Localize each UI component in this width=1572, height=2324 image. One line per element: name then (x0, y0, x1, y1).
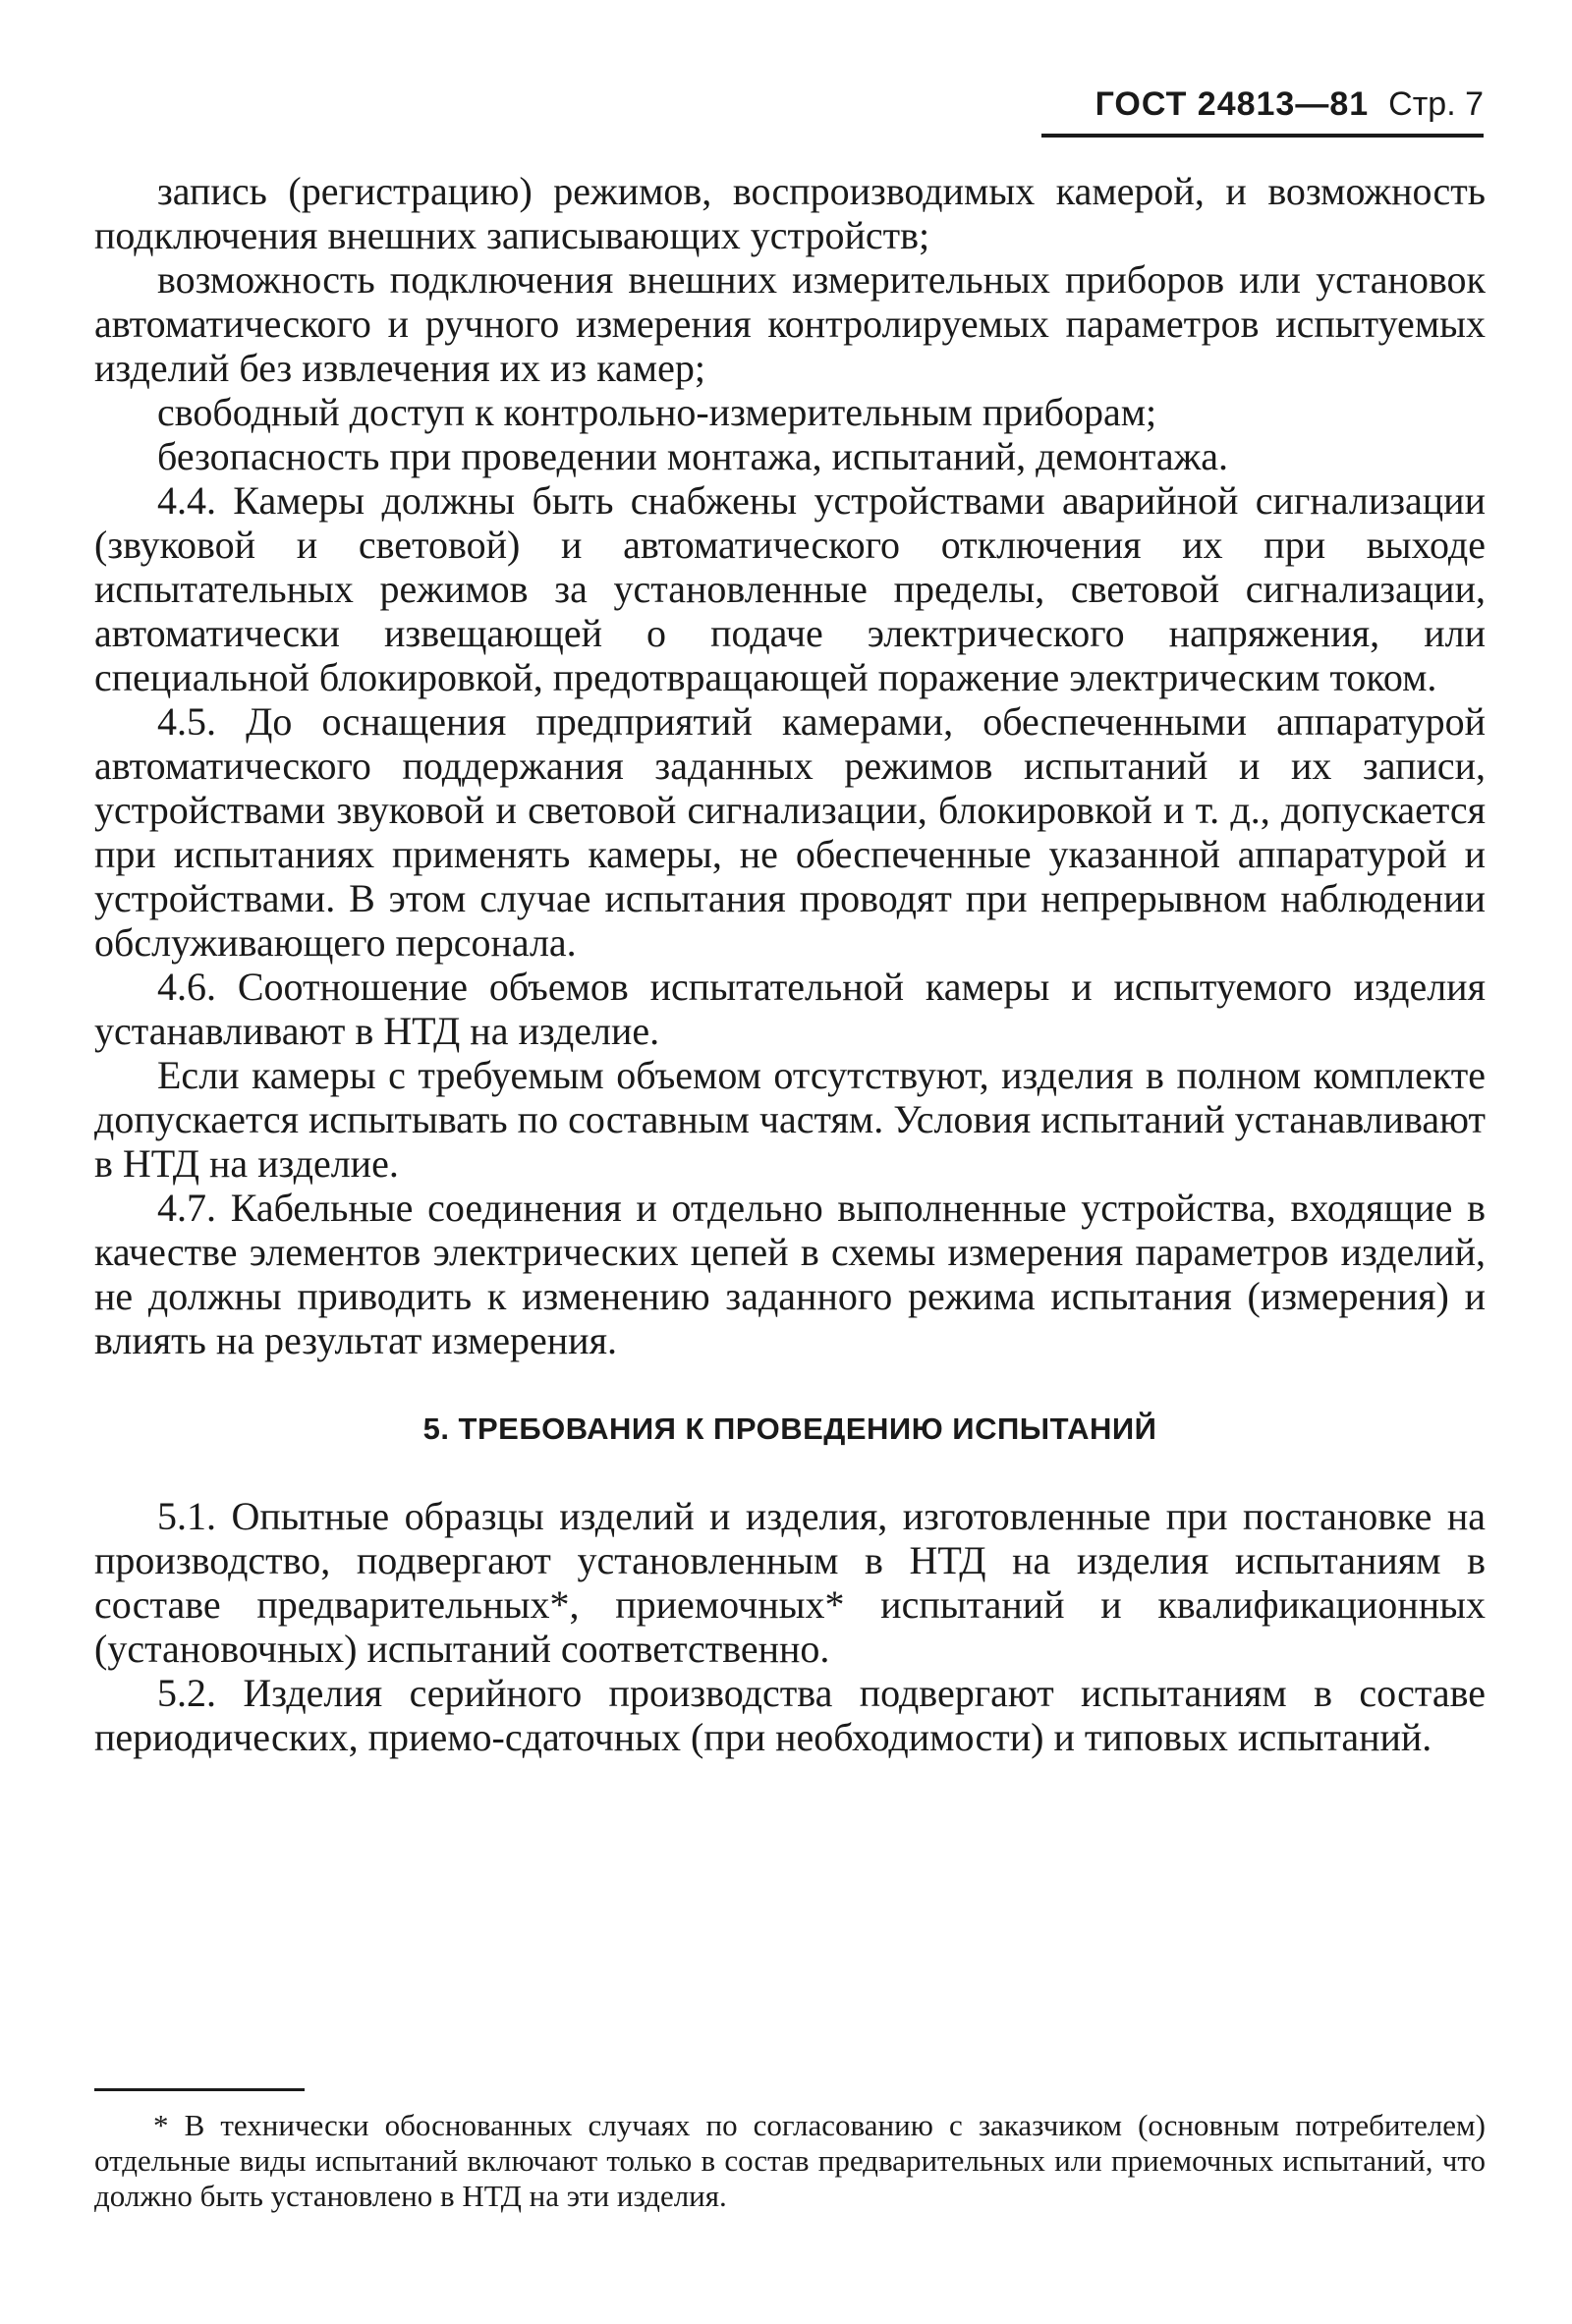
paragraph-5-2: 5.2. Изделия серийного производства подвергают испытаниям в составе периодических, приемо-сдаточных (при необходимости) и типовых испытаний. (94, 1671, 1486, 1759)
section-heading: 5. ТРЕБОВАНИЯ К ПРОВЕДЕНИЮ ИСПЫТАНИЙ (422, 1411, 1157, 1446)
page-number: Стр. 7 (1388, 85, 1484, 123)
paragraph-4-4: 4.4. Камеры должны быть снабжены устройствами аварийной сигнализации (звуковой и световой) и автоматического отключения их при выходе испытательных режимов за установленные пределы, световой сигнализации, автоматически извещающей о подаче электрического напряжения, или специальной блокировкой, предотвращающей поражение электрическим током. (94, 478, 1486, 699)
footnote: * В технически обоснованных случаях по согласованию с заказчиком (основным потребителем) отдельные виды испытаний включают только в состав предварительных или приемочных испытаний, что должно быть установлено в НТД на эти изделия. (94, 2108, 1486, 2213)
page-header (1041, 83, 1484, 138)
paragraph: возможность подключения внешних измерительных приборов или установок автоматического и ручного измерения контролируемых параметров испытуемых изделий без извлечения их из камер; (94, 257, 1486, 390)
paragraph: свободный доступ к контрольно-измерительным приборам; (157, 390, 1157, 434)
paragraph-5-1: 5.1. Опытные образцы изделий и изделия, изготовленные при постановке на производство, подвергают установленным в НТД на изделия испытаниям в составе предварительных*, приемочных* испытаний и квалификационных (установочных) испытаний соответственно. (94, 1494, 1486, 1671)
paragraph: запись (регистрацию) режимов, воспроизводимых камерой, и возможность подключения внешних записывающих устройств; (94, 169, 1486, 257)
footnote-divider (94, 2088, 305, 2091)
standard-number: ГОСТ 24813—81 (1095, 85, 1370, 123)
paragraph-4-7: 4.7. Кабельные соединения и отдельно выполненные устройства, входящие в качестве элементов электрических цепей в схемы измерения параметров изделий, не должны приводить к изменению заданного режима испытания (измерения) и влиять на результат измерения. (94, 1186, 1486, 1362)
document-body (94, 169, 1486, 1759)
paragraph: Если камеры с требуемым объемом отсутствуют, изделия в полном комплекте допускается испытывать по составным частям. Условия испытаний устанавливают в НТД на изделие. (94, 1053, 1486, 1186)
paragraph: безопасность при проведении монтажа, испытаний, демонтажа. (157, 434, 1228, 478)
paragraph-4-5: 4.5. До оснащения предприятий камерами, обеспеченными аппаратурой автоматического поддержания заданных режимов испытаний и их записи, устройствами звуковой и световой сигнализации, блокировкой и т. д., допускается при испытаниях применять камеры, не обеспеченные указанной аппаратурой и устройствами. В этом случае испытания проводят при непрерывном наблюдении обслуживающего персонала. (94, 699, 1486, 965)
paragraph-4-6: 4.6. Соотношение объемов испытательной камеры и испытуемого изделия устанавливают в НТД на изделие. (94, 965, 1486, 1053)
